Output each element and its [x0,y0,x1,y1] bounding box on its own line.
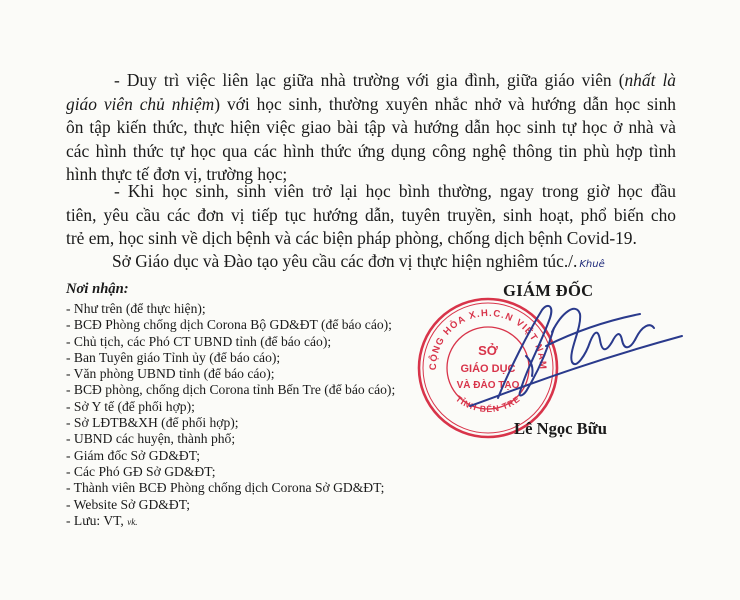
recipients-list [66,301,395,530]
stamp-bottom-text: TỈNH BẾN TRE [453,393,523,415]
recipient-item: - Văn phòng UBND tỉnh (để báo cáo); [66,366,275,382]
recipient-item: - BCĐ phòng, chống dịch Corona tỉnh Bến Tre (để báo cáo); [66,382,396,398]
stamp-ring-text: CỘNG HÒA X.H.C.N VIỆT NAM [427,307,549,371]
recipient-item: - Các Phó GĐ Sở GD&ĐT; [66,463,216,479]
signer-name: Lê Ngọc Bữu [514,419,607,438]
recipient-item: - Chủ tịch, các Phó CT UBND tỉnh (để báo cáo); [66,333,332,349]
archive-initials: vk. [127,516,138,527]
recipient-item: - Thành viên BCĐ Phòng chống dịch Corona Sở GD&ĐT; [66,480,385,496]
paragraph-return-to-school: - Khi học sinh, sinh viên trở lại học bình thường, ngay trong giờ học đầu tiên, yêu cầu các đơn vị tiếp tục hướng dẫn, tuyên truyền, sinh hoạt, phổ biến cho trẻ em, học sinh về dịch bệnh và các biện pháp phòng, chống dịch bệnh Covid-19. [66,181,676,249]
recipient-item: - Sở Y tế (để phối hợp); [66,398,195,414]
recipient-item: - BCĐ Phòng chống dịch Corona Bộ GD&ĐT (để báo cáo); [66,317,392,333]
recipient-item: - Ban Tuyên giáo Tỉnh ủy (để báo cáo); [66,349,281,365]
recipients-title: Nơi nhận: [66,281,129,297]
recipient-item: - Website Sở GD&ĐT; [66,496,191,512]
stamp-line-1: SỞ [478,343,498,358]
drafter-initials: Khuê [579,259,605,270]
signer-title: GIÁM ĐỐC [503,281,594,300]
stamp-line-3: VÀ ĐÀO TẠO [456,380,520,391]
recipient-item: - Sở LĐTB&XH (để phối hợp); [66,415,239,431]
recipient-item: - Như trên (để thực hiện); [66,301,206,316]
recipient-item: - Giám đốc Sở GD&ĐT; [66,447,201,463]
paragraph-maintain-contact: - Duy trì việc liên lạc giữa nhà trường với gia đình, giữa giáo viên (nhất là giáo viên chủ nhiệm) với học sinh, thường xuyên nhắc nhở và hướng dẫn học sinh ôn tập kiến thức, thực hiện việc giao bài tập và hướng dẫn học sinh tự học ở nhà và các hình thức tự học qua các hình thức ứng dụng công nghệ thông tin phù hợp tình hình thực tế đơn vị, trường học; [66,70,676,185]
stamp-line-2: GIÁO DỤC [460,363,516,375]
handwritten-signature-icon [430,288,690,408]
recipient-item: - Lưu: VT, vk. [66,512,138,528]
closing-sentence: Sở Giáo dục và Đào tạo yêu cầu các đơn vị thực hiện nghiêm túc./. Khuê [112,251,605,271]
recipient-item: - UBND các huyện, thành phố; [66,431,236,447]
